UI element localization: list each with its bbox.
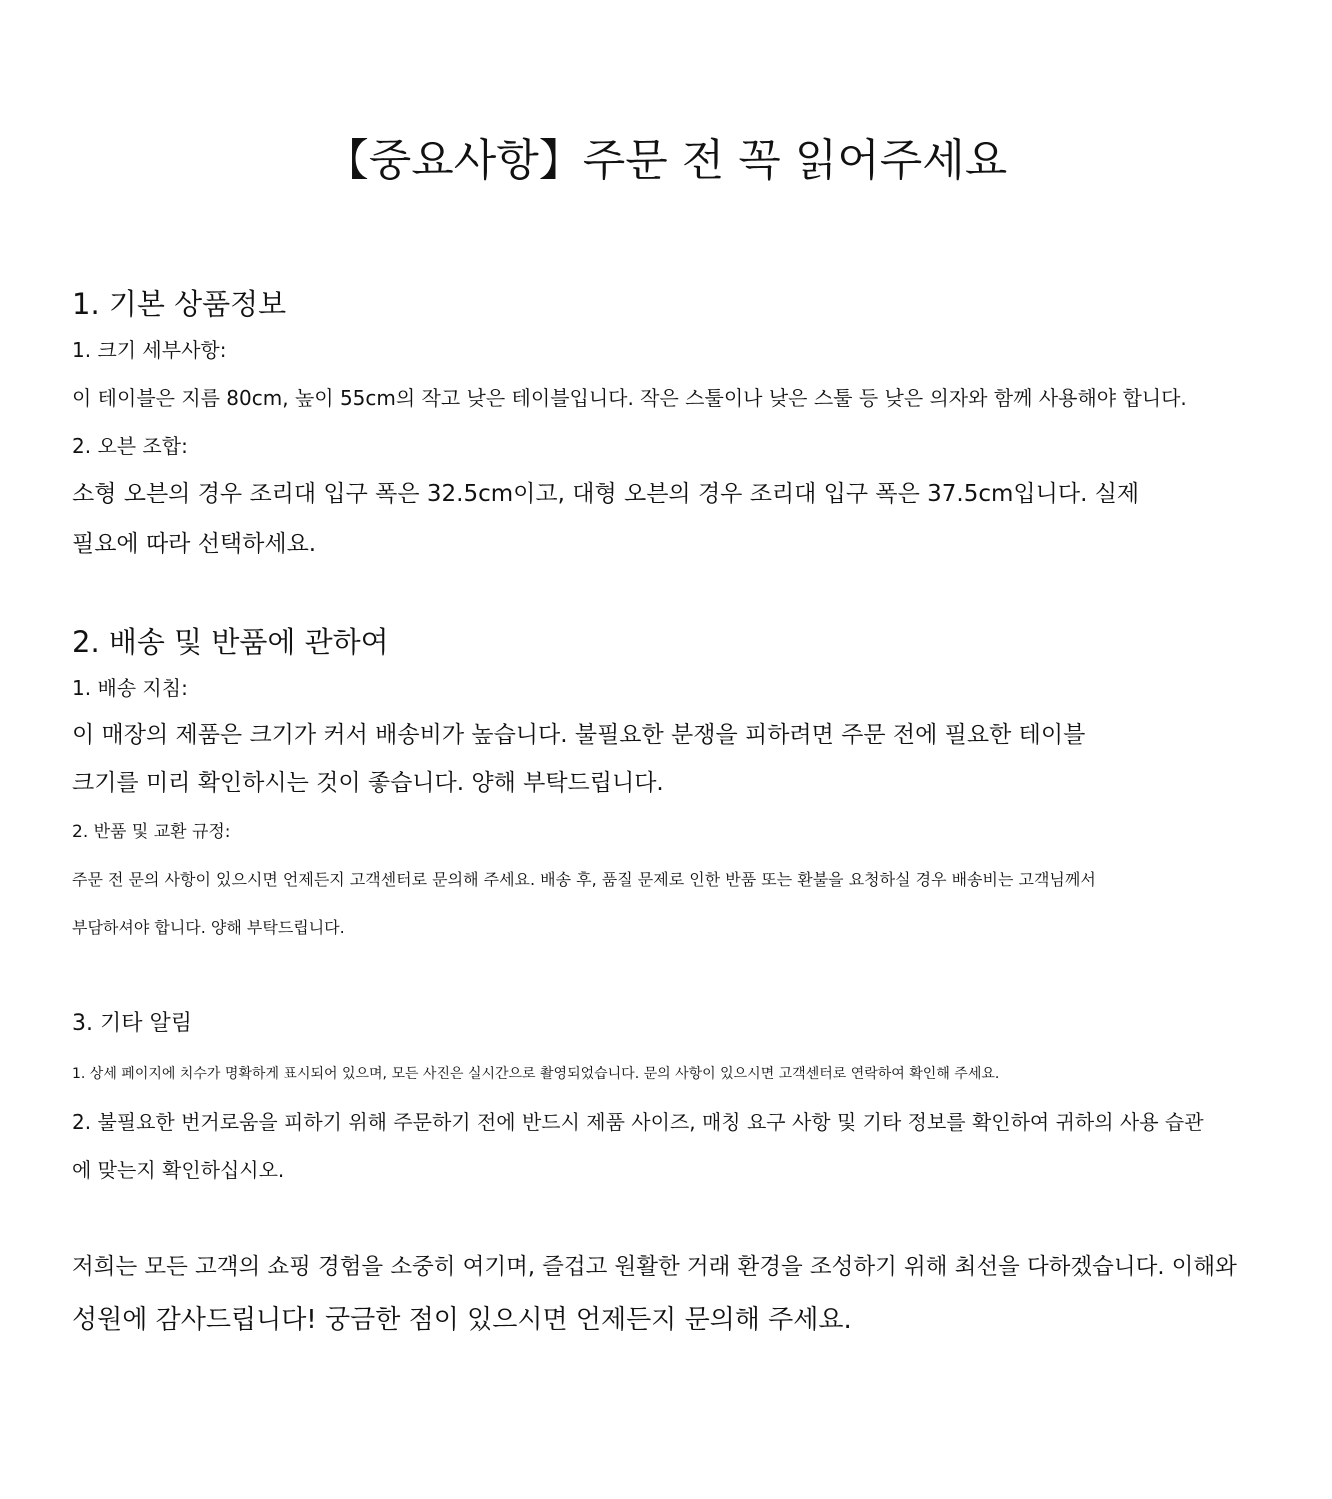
oven-combo-text-line: 필요에 따라 선택하세요. [72, 531, 317, 557]
size-details-label: 1. 크기 세부사항: [72, 338, 227, 362]
shipping-guide-text-line: 이 매장의 제품은 크기가 커서 배송비가 높습니다. 불필요한 분쟁을 피하려면 주문 전에 필요한 테이블 [72, 722, 1086, 748]
returns-policy-text-line: 주문 전 문의 사항이 있으시면 언제든지 고객센터로 문의해 주세요. 배송 후, 품질 문제로 인한 반품 또는 환불을 요청하실 경우 배송비는 고객님께서 [72, 870, 1096, 889]
size-details-text: 이 테이블은 지름 80cm, 높이 55cm의 작고 낮은 테이블입니다. 작은 스툴이나 낮은 스툴 등 낮은 의자와 함께 사용해야 합니다. [72, 386, 1187, 410]
other-notice-item-2-line: 2. 불필요한 번거로움을 피하기 위해 주문하기 전에 반드시 제품 사이즈, 매칭 요구 사항 및 기타 정보를 확인하여 귀하의 사용 습관 [72, 1110, 1204, 1134]
returns-policy-label: 2. 반품 및 교환 규정: [72, 822, 231, 842]
oven-combo-label: 2. 오븐 조합: [72, 434, 188, 458]
section-shipping-returns-heading: 2. 배송 및 반품에 관하여 [72, 625, 389, 659]
oven-combo-text-line: 소형 오븐의 경우 조리대 입구 폭은 32.5cm이고, 대형 오븐의 경우 조리대 입구 폭은 37.5cm입니다. 실제 [72, 481, 1140, 507]
other-notice-item-1: 1. 상세 페이지에 치수가 명확하게 표시되어 있으며, 모든 사진은 실시간으로 촬영되었습니다. 문의 사항이 있으시면 고객센터로 연락하여 확인해 주세요. [72, 1066, 1000, 1082]
shipping-guide-text-line: 크기를 미리 확인하시는 것이 좋습니다. 양해 부탁드립니다. [72, 770, 664, 796]
section-other-notices-heading: 3. 기타 알림 [72, 1011, 192, 1036]
other-notice-item-2-line: 에 맞는지 확인하십시오. [72, 1158, 285, 1182]
returns-policy-text-line: 부담하셔야 합니다. 양해 부탁드립니다. [72, 918, 345, 937]
closing-message-line: 저희는 모든 고객의 쇼핑 경험을 소중히 여기며, 즐겁고 원활한 거래 환경을 조성하기 위해 최선을 다하겠습니다. 이해와 [72, 1254, 1237, 1280]
section-basic-info-heading: 1. 기본 상품정보 [72, 287, 287, 321]
page-title: 【중요사항】주문 전 꼭 읽어주세요 [324, 135, 1008, 186]
closing-message-line: 성원에 감사드립니다! 궁금한 점이 있으시면 언제든지 문의해 주세요. [72, 1305, 852, 1335]
shipping-guide-label: 1. 배송 지침: [72, 676, 188, 700]
